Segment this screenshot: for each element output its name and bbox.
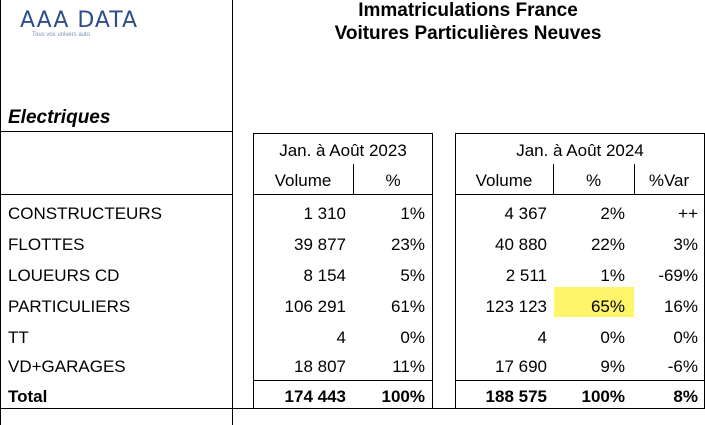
row-label: LOUEURS CD	[8, 266, 120, 285]
volume-2024: 40 880	[495, 235, 547, 254]
col-volume-2024: Volume	[475, 171, 533, 190]
pct-2024: 65%	[590, 297, 625, 316]
total-pct-2023: 100%	[381, 387, 425, 406]
block-2023-total-top	[253, 380, 433, 381]
period-2024: Jan. à Août 2024	[516, 141, 644, 160]
block-2024-top	[455, 133, 705, 134]
total-volume-2024: 188 575	[485, 387, 547, 406]
volume-2024: 123 123	[485, 297, 547, 316]
bottom-rule	[0, 408, 705, 409]
var: 3%	[673, 235, 698, 254]
block-2024-header-bottom	[455, 194, 705, 195]
label-column-border	[232, 0, 233, 425]
volume-2023: 106 291	[284, 297, 346, 316]
title-line-2: Voitures Particulières Neuves	[334, 23, 602, 44]
period-2023: Jan. à Août 2023	[279, 141, 407, 160]
volume-2023: 8 154	[303, 266, 346, 285]
pct-2024: 0%	[600, 328, 625, 347]
row-label: CONSTRUCTEURS	[8, 204, 162, 223]
total-label: Total	[8, 387, 48, 406]
volume-2024: 4 367	[504, 204, 547, 223]
row-label: TT	[8, 328, 29, 347]
volume-2024: 2 511	[505, 266, 547, 285]
var: 0%	[673, 328, 698, 347]
block-2023-header-bottom	[253, 194, 433, 195]
pct-2024: 1%	[600, 266, 625, 285]
var: 16%	[663, 297, 698, 316]
total-volume-2023: 174 443	[284, 387, 346, 406]
total-pct-2024: 100%	[581, 387, 625, 406]
left-border	[0, 0, 1, 425]
row-label: FLOTTES	[8, 235, 85, 254]
logo-wordmark: AAA DATA	[20, 8, 139, 33]
section-divider	[0, 131, 233, 132]
pct-2023: 0%	[400, 328, 425, 347]
volume-2023: 39 877	[294, 235, 346, 254]
volume-2024: 17 690	[495, 357, 547, 376]
pct-2023: 11%	[392, 357, 425, 376]
volume-2023: 1 310	[303, 204, 346, 223]
pct-2023: 61%	[390, 297, 425, 316]
row-label: PARTICULIERS	[8, 297, 131, 316]
col-var: %Var	[648, 171, 690, 190]
var: -6%	[667, 357, 698, 376]
total-var: 8%	[673, 387, 698, 406]
var: -69%	[658, 266, 698, 285]
pct-2023: 23%	[390, 235, 425, 254]
pct-2024: 22%	[590, 235, 625, 254]
header-divider-left	[0, 194, 233, 195]
pct-2024: 9%	[600, 357, 625, 376]
pct-2023: 1%	[400, 204, 425, 223]
volume-2023: 18 807	[294, 357, 346, 376]
title-line-1: Immatriculations France	[358, 0, 578, 21]
col-pct-2024: %	[585, 171, 602, 190]
aaadata-logo	[20, 8, 140, 42]
col-pct-2023: %	[385, 171, 401, 190]
section-title: Electriques	[8, 107, 111, 128]
volume-2023: 4	[336, 328, 346, 347]
var: ++	[678, 204, 698, 223]
volume-2024: 4	[537, 328, 547, 347]
logo-tagline: Tous vos univers auto	[32, 32, 91, 38]
row-label: VD+GARAGES	[8, 357, 126, 376]
block-2023-top	[253, 133, 433, 134]
pct-2024: 2%	[600, 204, 625, 223]
block-2024-total-top	[455, 380, 705, 381]
pct-2023: 5%	[400, 266, 425, 285]
col-volume-2023: Volume	[274, 171, 332, 190]
